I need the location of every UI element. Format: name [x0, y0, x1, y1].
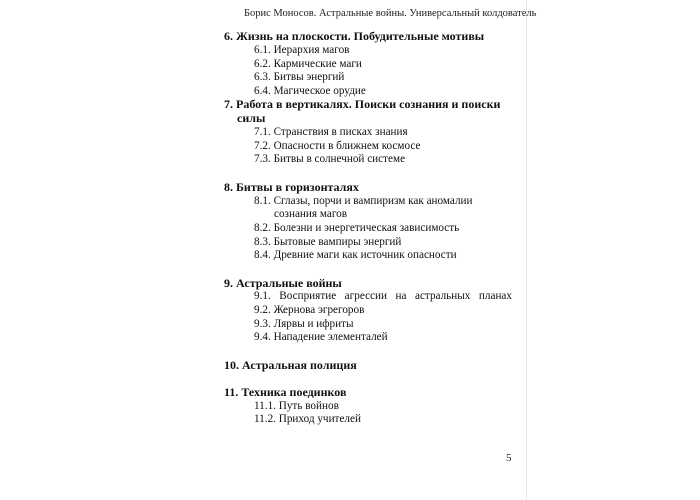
toc-item-8-2: 8.2. Болезни и энергетическая зависимость: [254, 222, 460, 234]
toc-item-6-1: 6.1. Иерархия магов: [254, 44, 350, 56]
toc-item-9-1: 9.1. Восприятие агрессии на астральных планах: [254, 290, 512, 302]
toc-item-9-4: 9.4. Нападение элементалей: [254, 331, 388, 343]
toc-item-9-2: 9.2. Жернова эгрегоров: [254, 304, 365, 316]
toc-item-8-3: 8.3. Бытовые вампиры энергий: [254, 236, 402, 248]
toc-item-6-3: 6.3. Битвы энергий: [254, 71, 345, 83]
toc-item-8-1: 8.1. Сглазы, порчи и вампиризм как аномалии: [254, 195, 473, 207]
toc-chapter-8: 8. Битвы в горизонталях: [224, 180, 359, 194]
toc-item-7-1: 7.1. Странствия в писках знания: [254, 126, 408, 138]
page-edge-line: [526, 0, 527, 500]
toc-item-11-1: 11.1. Путь войнов: [254, 400, 339, 412]
toc-chapter-7-continuation: силы: [237, 111, 266, 125]
toc-chapter-9: 9. Астральные войны: [224, 276, 342, 290]
toc-chapter-6: 6. Жизнь на плоскости. Побудительные мотивы: [224, 29, 485, 43]
running-header: Борис Моносов. Астральные войны. Универсальный колдователь: [244, 8, 537, 19]
toc-item-8-4: 8.4. Древние маги как источник опасности: [254, 249, 457, 261]
page-number: 5: [506, 452, 512, 464]
toc-item-11-2: 11.2. Приход учителей: [254, 413, 361, 425]
toc-chapter-7: 7. Работа в вертикалях. Поиски сознания и поиски: [224, 97, 501, 111]
toc-item-9-3: 9.3. Лярвы и ифриты: [254, 318, 354, 330]
toc-item-6-4: 6.4. Магическое орудие: [254, 85, 366, 97]
toc-item-7-2: 7.2. Опасности в ближнем космосе: [254, 140, 421, 152]
toc-item-8-1-continuation: сознания магов: [274, 208, 348, 220]
toc-chapter-11: 11. Техника поединков: [224, 385, 347, 399]
toc-item-7-3: 7.3. Битвы в солнечной системе: [254, 153, 406, 165]
toc-item-6-2: 6.2. Кармические маги: [254, 58, 362, 70]
toc-chapter-10: 10. Астральная полиция: [224, 358, 357, 372]
